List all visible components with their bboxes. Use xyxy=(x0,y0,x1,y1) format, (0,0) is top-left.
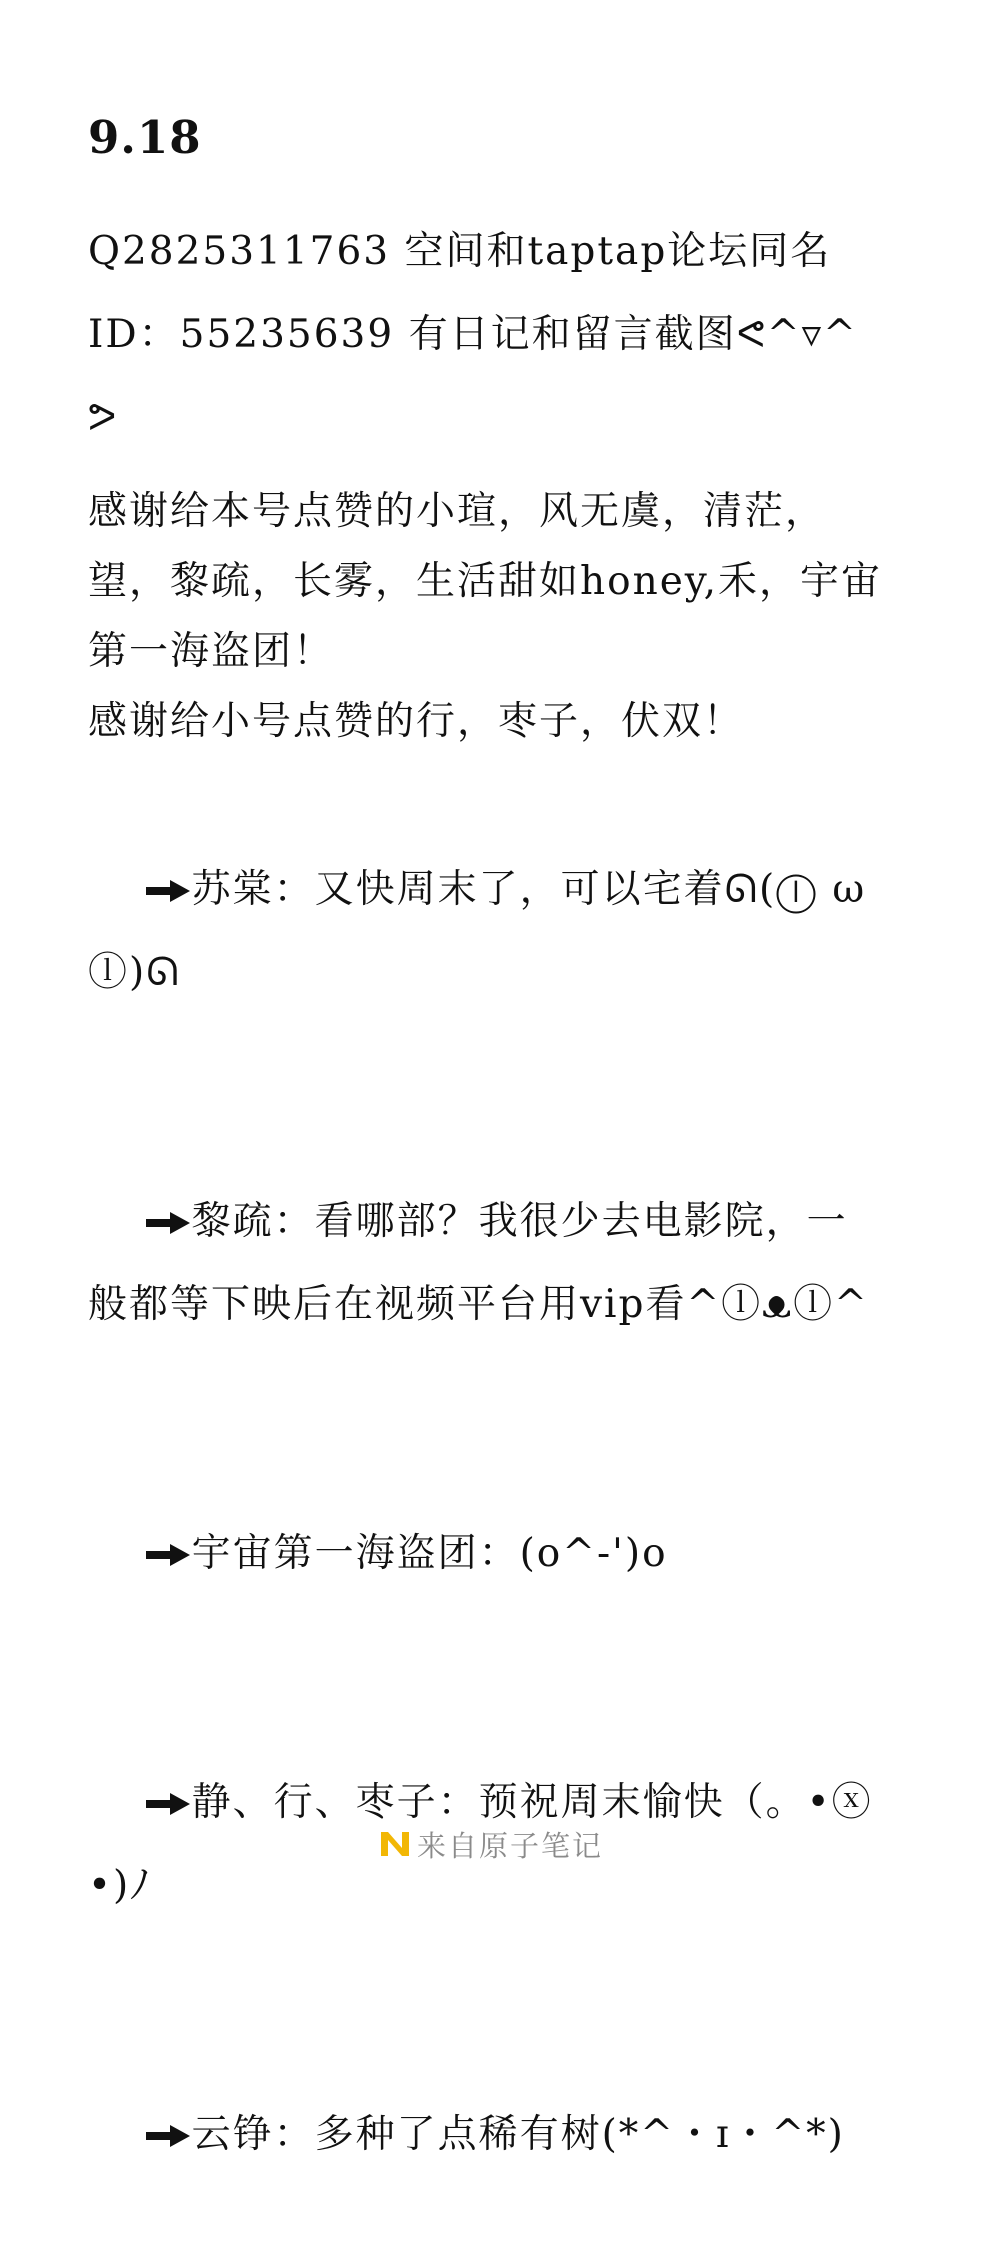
right-arrow-icon xyxy=(146,1210,190,1236)
reply-item xyxy=(88,2010,888,2259)
thanks-alt-line: 感谢给小号点赞的行，枣子，伏双！ xyxy=(88,699,745,744)
note-title: 9.18 xyxy=(88,111,202,164)
contact-line: Q2825311763 空间和taptap论坛同名 xyxy=(88,229,832,274)
app-logo-icon xyxy=(381,1830,409,1858)
right-arrow-icon xyxy=(146,1791,190,1817)
reply-item xyxy=(88,765,888,1097)
footer-label: 来自原子笔记 xyxy=(416,1828,603,1863)
right-arrow-icon xyxy=(146,2123,190,2149)
footer-source xyxy=(0,1822,984,1866)
thanks-main-line: 感谢给本号点赞的小瑄，风无虞，清茫，望，黎疏，长雾，生活甜如honey,禾，宇宙第一海盗团！ xyxy=(88,489,883,674)
reply-text: 云铮：多种了点稀有树(*^・ɪ・^*) xyxy=(191,2112,845,2157)
note-body xyxy=(88,108,888,2259)
reply-text: 宇宙第一海盗团：(o^-')o xyxy=(191,1531,668,1576)
reply-text: 静、行、枣子：预祝周末愉快（。•ⓧ •)ﾉ xyxy=(88,1780,888,1908)
right-arrow-icon xyxy=(146,878,190,904)
id-line: ID：55235639 有日记和留言截图ᕙ^▿^ᕗ xyxy=(88,312,858,440)
reply-text: 苏棠：又快周末了，可以宅着ᘏ(ⓛ ω ⓛ)ᘏ xyxy=(88,867,881,995)
right-arrow-icon xyxy=(146,1542,190,1568)
reply-text: 黎疏：看哪部？我很少去电影院，一般都等下映后在视频平台用vip看^ⓛᴥⓛ^ xyxy=(88,1199,869,1327)
reply-item xyxy=(88,1429,888,1678)
reply-item xyxy=(88,1097,888,1429)
